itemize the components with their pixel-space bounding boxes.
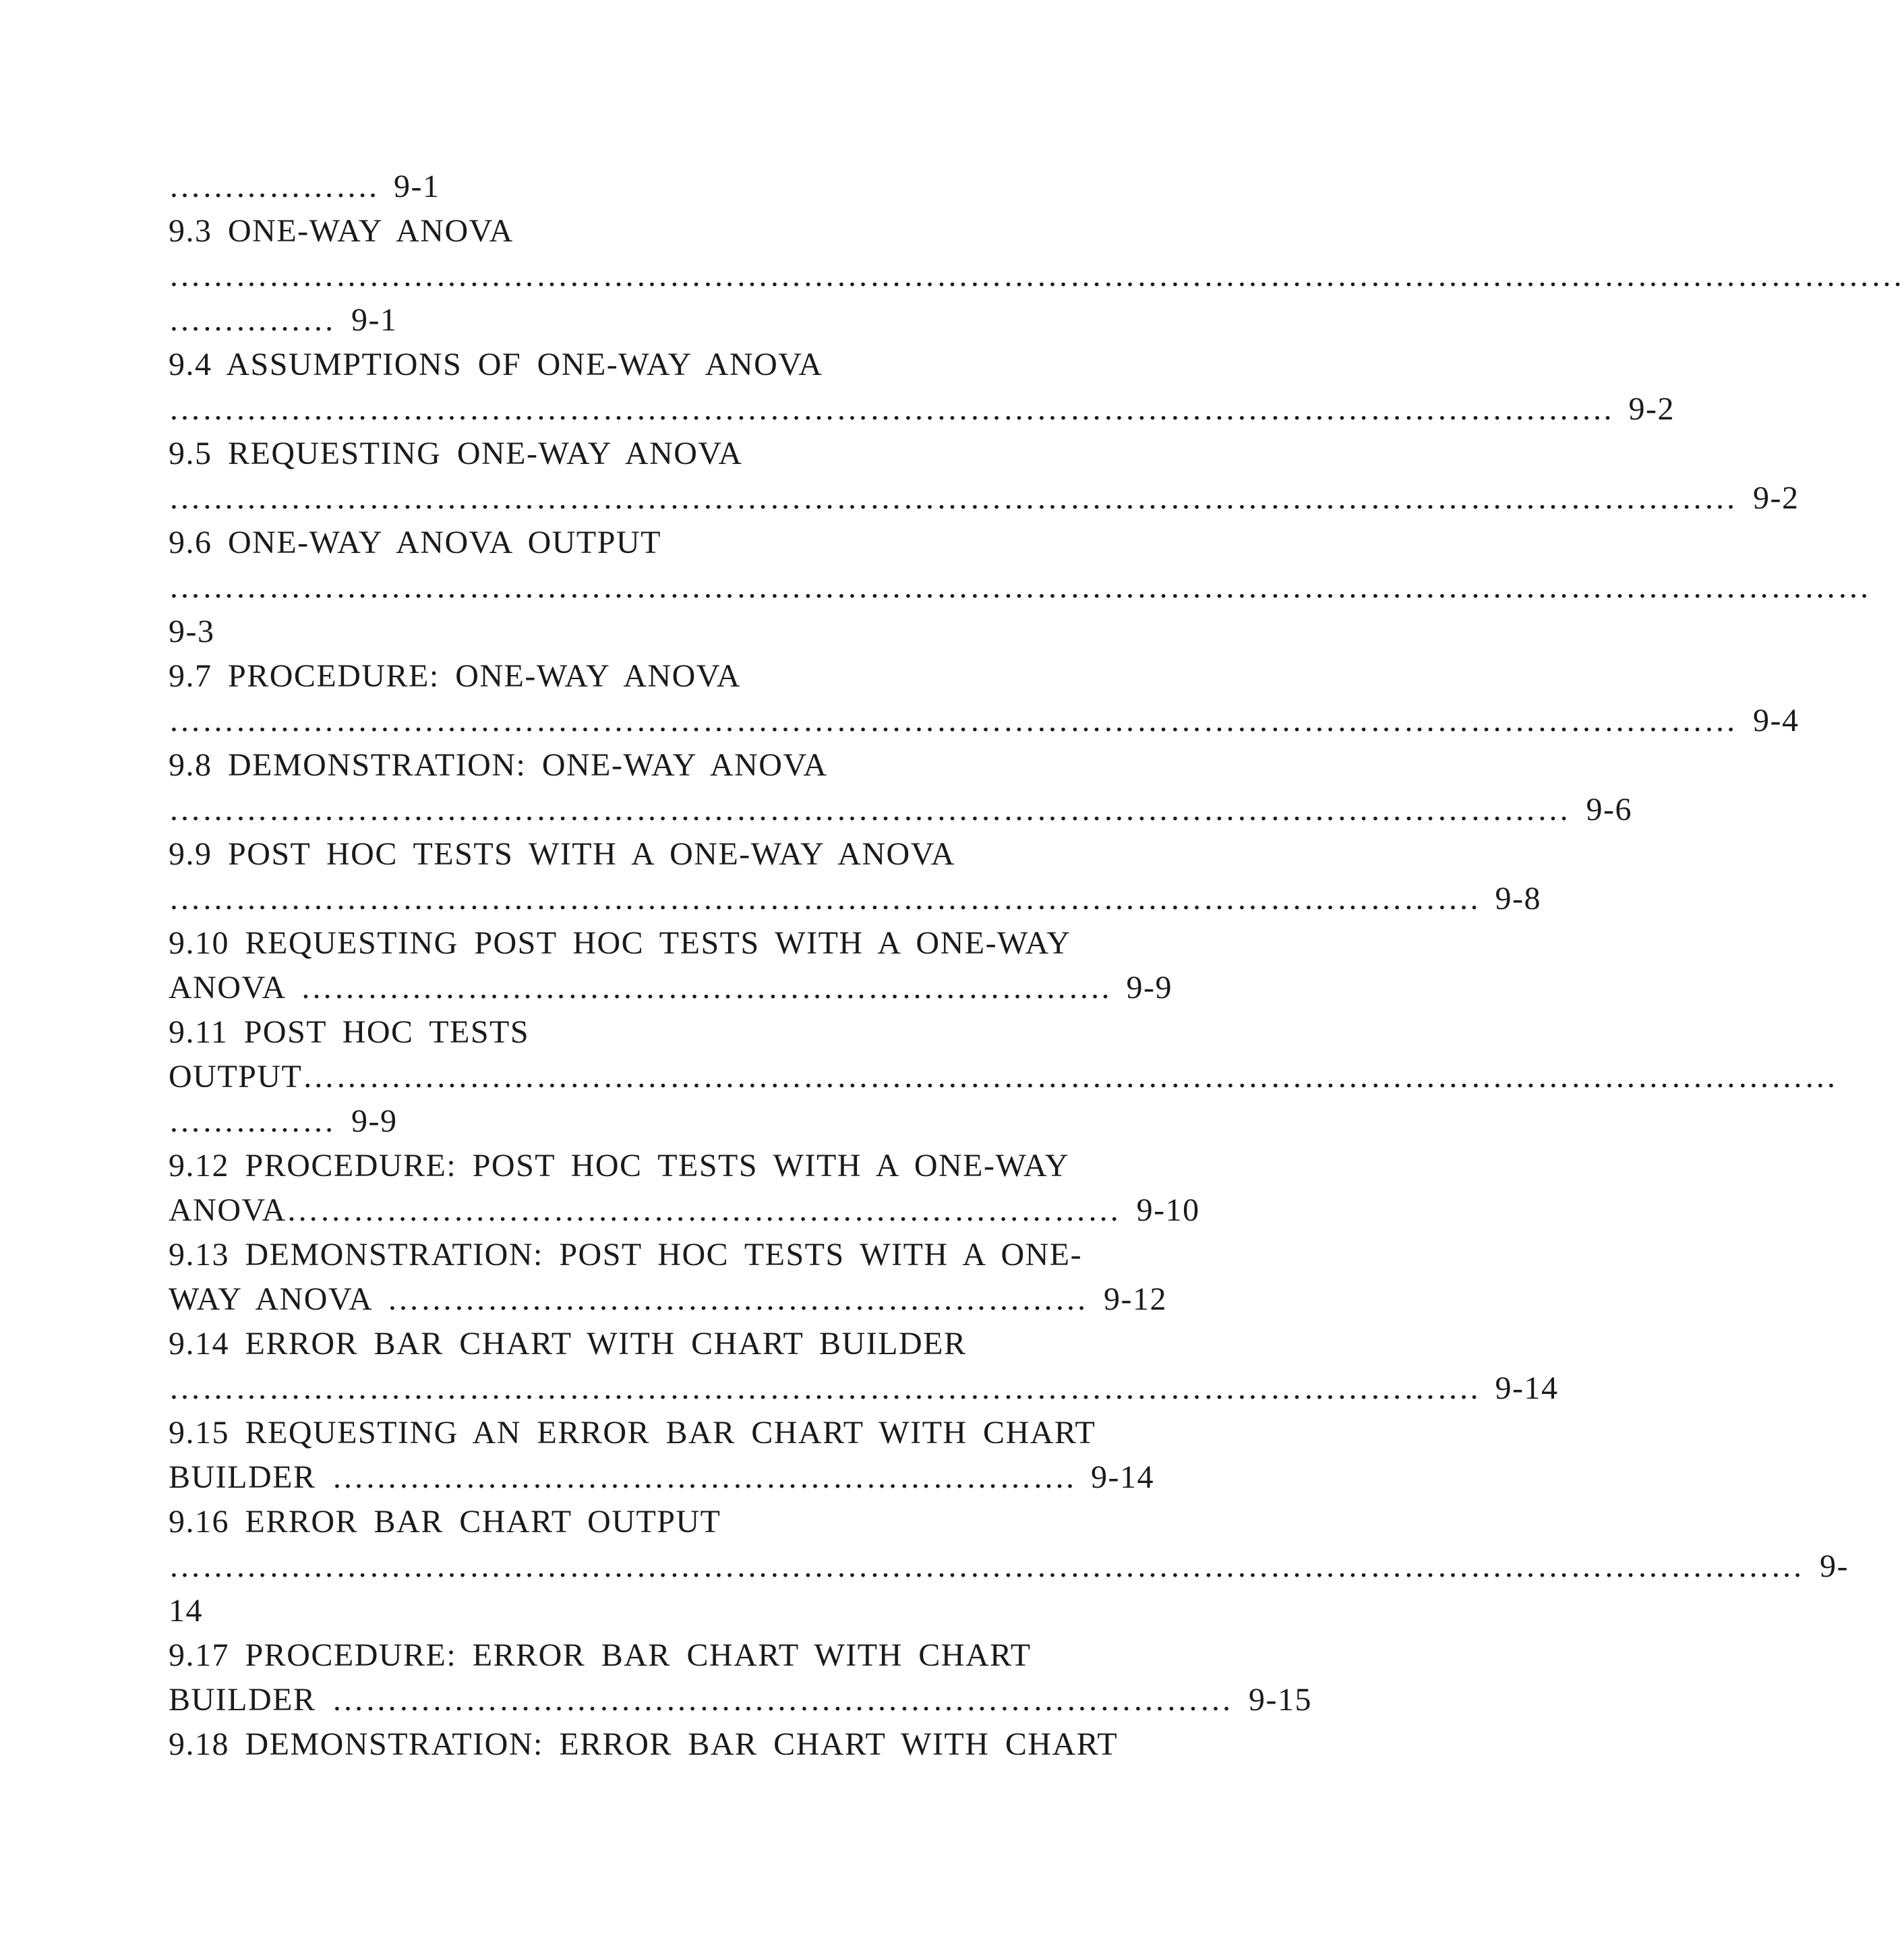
toc-line: ………………………………………………………………………………………………………………………………… 9- [169,1548,1849,1584]
toc-line: WAY ANOVA ……………………………………………………… 9-12 [169,1281,1167,1317]
toc-line: 9.17 PROCEDURE: ERROR BAR CHART WITH CHART [169,1637,1032,1673]
toc-line: …………… 9-1 [169,302,398,338]
toc-line: 9.11 POST HOC TESTS [169,1014,530,1050]
toc-line: ……………………………………………………………………………………………………………………………………… [169,569,1871,605]
toc-line: 9.13 DEMONSTRATION: POST HOC TESTS WITH A ONE- [169,1237,1083,1273]
table-of-contents [169,165,1904,1767]
toc-line: BUILDER …………………………………………………………. 9-14 [169,1459,1154,1495]
toc-line: 9.14 ERROR BAR CHART WITH CHART BUILDER [169,1326,967,1362]
toc-line: ANOVA ………………………………………………………………. 9-9 [169,970,1172,1005]
toc-line: 9.18 DEMONSTRATION: ERROR BAR CHART WITH CHART [169,1726,1119,1762]
toc-line: …………………………………………………………………………………………………………………. 9-2 [169,391,1675,427]
toc-line: 14 [169,1593,203,1629]
toc-line: 9.16 ERROR BAR CHART OUTPUT [169,1504,721,1540]
toc-line: 9-3 [169,614,215,649]
toc-line: 9.10 REQUESTING POST HOC TESTS WITH A ONE-WAY [169,925,1071,961]
toc-line: ………………………………………………………………………………………………………………………………………… [169,258,1904,293]
toc-line: 9.3 ONE-WAY ANOVA [169,213,514,249]
toc-line: OUTPUT………………………………………………………………………………………………………………………… [169,1059,1838,1095]
toc-line: 9.4 ASSUMPTIONS OF ONE-WAY ANOVA [169,347,823,382]
toc-line: ………………. 9-1 [169,169,440,204]
toc-line: 9.12 PROCEDURE: POST HOC TESTS WITH A ONE-WAY [169,1148,1069,1184]
toc-line: BUILDER ……………………………………………………………………… 9-15 [169,1682,1312,1718]
toc-line: ………………………………………………………………………………………………………. 9-8 [169,881,1541,916]
toc-line: …………………………………………………………………………………………………………………………… 9-4 [169,703,1799,738]
toc-line: ………………………………………………………………………………………………………. 9-14 [169,1370,1559,1406]
toc-line: 9.15 REQUESTING AN ERROR BAR CHART WITH CHART [169,1415,1096,1451]
toc-line: 9.9 POST HOC TESTS WITH A ONE-WAY ANOVA [169,836,955,872]
toc-line: 9.6 ONE-WAY ANOVA OUTPUT [169,525,661,560]
toc-line: 9.8 DEMONSTRATION: ONE-WAY ANOVA [169,747,828,783]
toc-line: …………………………………………………………………………………………………………………………… 9-2 [169,480,1799,516]
toc-line: 9.7 PROCEDURE: ONE-WAY ANOVA [169,658,741,694]
toc-line: ……………………………………………………………………………………………………………… 9-6 [169,792,1632,827]
toc-line: ANOVA………………………………………………………………… 9-10 [169,1192,1200,1228]
toc-line: 9.5 REQUESTING ONE-WAY ANOVA [169,436,743,471]
toc-line: …………… 9-9 [169,1103,398,1139]
